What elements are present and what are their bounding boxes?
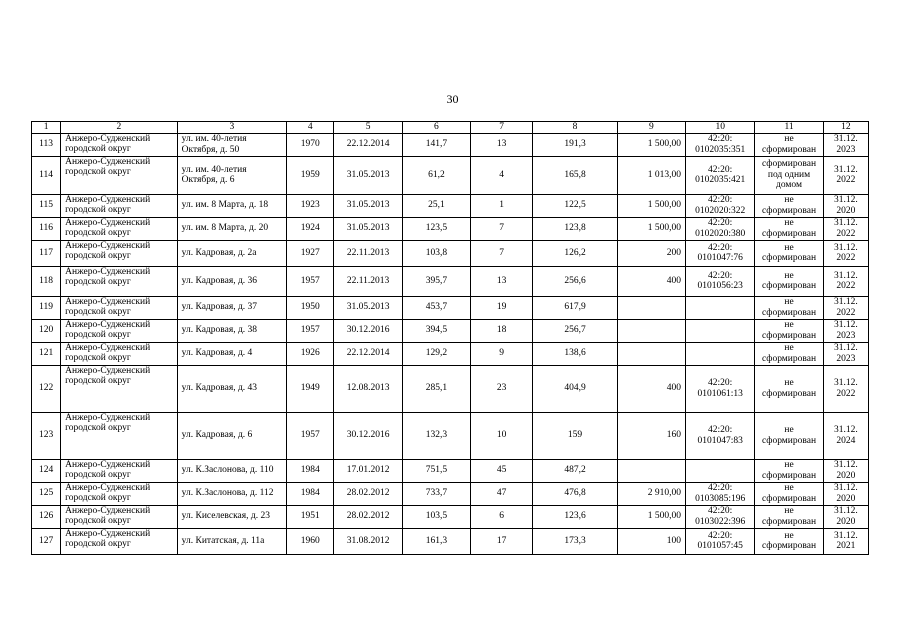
area-cell: 25,1 bbox=[402, 194, 470, 217]
municipality-cell: Анжеро-Судженский городской округ bbox=[61, 528, 178, 554]
column-header: 8 bbox=[533, 122, 617, 134]
year-cell: 1984 bbox=[287, 482, 334, 505]
value-cell: 191,3 bbox=[533, 133, 617, 156]
cadastre-cell bbox=[686, 296, 755, 319]
table-row bbox=[32, 133, 869, 156]
address-cell: ул. Кадровая, д. 37 bbox=[177, 296, 287, 319]
count-cell: 13 bbox=[471, 266, 533, 296]
column-header: 2 bbox=[61, 122, 178, 134]
year-cell: 1960 bbox=[287, 528, 334, 554]
value-cell: 173,3 bbox=[533, 528, 617, 554]
year-cell: 1927 bbox=[287, 240, 334, 266]
status-cell: не сформирован bbox=[755, 319, 823, 342]
value-cell: 617,9 bbox=[533, 296, 617, 319]
area-cell: 132,3 bbox=[402, 412, 470, 459]
cadastre-cell: 42:20: 0102020:322 bbox=[686, 194, 755, 217]
amount-cell: 1 500,00 bbox=[617, 505, 685, 528]
status-cell: не сформирован bbox=[755, 365, 823, 412]
count-cell: 7 bbox=[471, 240, 533, 266]
cadastre-cell: 42:20: 0102020:380 bbox=[686, 217, 755, 240]
municipality-cell: Анжеро-Судженский городской округ bbox=[61, 217, 178, 240]
date-cell: 31.05.2013 bbox=[334, 194, 402, 217]
deadline-cell: 31.12. 2020 bbox=[823, 194, 868, 217]
status-cell: не сформирован bbox=[755, 412, 823, 459]
year-cell: 1950 bbox=[287, 296, 334, 319]
status-cell: не сформирован bbox=[755, 194, 823, 217]
amount-cell bbox=[617, 319, 685, 342]
row-number: 126 bbox=[32, 505, 61, 528]
table-row bbox=[32, 217, 869, 240]
amount-cell bbox=[617, 296, 685, 319]
count-cell: 9 bbox=[471, 342, 533, 365]
deadline-cell: 31.12. 2020 bbox=[823, 459, 868, 482]
row-number: 114 bbox=[32, 156, 61, 194]
table-row bbox=[32, 342, 869, 365]
deadline-cell: 31.12. 2022 bbox=[823, 365, 868, 412]
table-row bbox=[32, 296, 869, 319]
area-cell: 103,5 bbox=[402, 505, 470, 528]
municipality-cell: Анжеро-Судженский городской округ bbox=[61, 365, 178, 412]
row-number: 116 bbox=[32, 217, 61, 240]
date-cell: 28.02.2012 bbox=[334, 505, 402, 528]
count-cell: 13 bbox=[471, 133, 533, 156]
status-cell: не сформирован bbox=[755, 482, 823, 505]
column-header: 11 bbox=[755, 122, 823, 134]
municipality-cell: Анжеро-Судженский городской округ bbox=[61, 266, 178, 296]
column-header: 3 bbox=[177, 122, 287, 134]
address-cell: ул. Китатская, д. 11а bbox=[177, 528, 287, 554]
cadastre-cell: 42:20: 0101057:45 bbox=[686, 528, 755, 554]
deadline-cell: 31.12. 2021 bbox=[823, 528, 868, 554]
cadastre-cell: 42:20: 0102035:421 bbox=[686, 156, 755, 194]
area-cell: 161,3 bbox=[402, 528, 470, 554]
date-cell: 31.05.2013 bbox=[334, 217, 402, 240]
date-cell: 31.08.2012 bbox=[334, 528, 402, 554]
count-cell: 4 bbox=[471, 156, 533, 194]
address-cell: ул. К.Заслонова, д. 112 bbox=[177, 482, 287, 505]
row-number: 124 bbox=[32, 459, 61, 482]
table-body bbox=[32, 133, 869, 554]
amount-cell: 100 bbox=[617, 528, 685, 554]
amount-cell: 160 bbox=[617, 412, 685, 459]
count-cell: 1 bbox=[471, 194, 533, 217]
cadastre-cell: 42:20: 0102035:351 bbox=[686, 133, 755, 156]
table-row bbox=[32, 505, 869, 528]
header-row bbox=[32, 122, 869, 134]
status-cell: не сформирован bbox=[755, 296, 823, 319]
row-number: 127 bbox=[32, 528, 61, 554]
amount-cell: 1 500,00 bbox=[617, 217, 685, 240]
amount-cell: 200 bbox=[617, 240, 685, 266]
table-row bbox=[32, 319, 869, 342]
date-cell: 12.08.2013 bbox=[334, 365, 402, 412]
date-cell: 31.05.2013 bbox=[334, 156, 402, 194]
area-cell: 394,5 bbox=[402, 319, 470, 342]
cadastre-cell bbox=[686, 459, 755, 482]
value-cell: 159 bbox=[533, 412, 617, 459]
table-row bbox=[32, 240, 869, 266]
cadastre-cell bbox=[686, 342, 755, 365]
table-row bbox=[32, 528, 869, 554]
table-header bbox=[32, 122, 869, 134]
year-cell: 1926 bbox=[287, 342, 334, 365]
cadastre-cell: 42:20: 0103022:396 bbox=[686, 505, 755, 528]
cadastre-cell: 42:20: 0103085:196 bbox=[686, 482, 755, 505]
area-cell: 733,7 bbox=[402, 482, 470, 505]
year-cell: 1924 bbox=[287, 217, 334, 240]
municipality-cell: Анжеро-Судженский городской округ bbox=[61, 194, 178, 217]
date-cell: 31.05.2013 bbox=[334, 296, 402, 319]
column-header: 9 bbox=[617, 122, 685, 134]
address-cell: ул. Кадровая, д. 2а bbox=[177, 240, 287, 266]
column-header: 1 bbox=[32, 122, 61, 134]
year-cell: 1951 bbox=[287, 505, 334, 528]
amount-cell: 400 bbox=[617, 365, 685, 412]
address-cell: ул. им. 8 Марта, д. 20 bbox=[177, 217, 287, 240]
municipality-cell: Анжеро-Судженский городской округ bbox=[61, 296, 178, 319]
count-cell: 6 bbox=[471, 505, 533, 528]
address-cell: ул. Кадровая, д. 38 bbox=[177, 319, 287, 342]
amount-cell bbox=[617, 459, 685, 482]
row-number: 113 bbox=[32, 133, 61, 156]
area-cell: 61,2 bbox=[402, 156, 470, 194]
municipality-cell: Анжеро-Судженский городской округ bbox=[61, 240, 178, 266]
status-cell: не сформирован bbox=[755, 240, 823, 266]
count-cell: 45 bbox=[471, 459, 533, 482]
amount-cell: 1 500,00 bbox=[617, 133, 685, 156]
row-number: 122 bbox=[32, 365, 61, 412]
area-cell: 395,7 bbox=[402, 266, 470, 296]
column-header: 5 bbox=[334, 122, 402, 134]
deadline-cell: 31.12. 2022 bbox=[823, 240, 868, 266]
address-cell: ул. им. 8 Марта, д. 18 bbox=[177, 194, 287, 217]
cadastre-cell: 42:20: 0101056:23 bbox=[686, 266, 755, 296]
value-cell: 476,8 bbox=[533, 482, 617, 505]
cadastre-cell: 42:20: 0101047:76 bbox=[686, 240, 755, 266]
column-header: 12 bbox=[823, 122, 868, 134]
value-cell: 122,5 bbox=[533, 194, 617, 217]
municipality-cell: Анжеро-Судженский городской округ bbox=[61, 133, 178, 156]
amount-cell: 1 013,00 bbox=[617, 156, 685, 194]
value-cell: 138,6 bbox=[533, 342, 617, 365]
column-header: 6 bbox=[402, 122, 470, 134]
row-number: 123 bbox=[32, 412, 61, 459]
status-cell: не сформирован bbox=[755, 217, 823, 240]
housing-table bbox=[31, 121, 869, 555]
status-cell: не сформирован bbox=[755, 266, 823, 296]
column-header: 10 bbox=[686, 122, 755, 134]
area-cell: 129,2 bbox=[402, 342, 470, 365]
value-cell: 165,8 bbox=[533, 156, 617, 194]
value-cell: 123,6 bbox=[533, 505, 617, 528]
status-cell: не сформирован bbox=[755, 528, 823, 554]
deadline-cell: 31.12. 2023 bbox=[823, 342, 868, 365]
address-cell: ул. Кадровая, д. 4 bbox=[177, 342, 287, 365]
value-cell: 256,6 bbox=[533, 266, 617, 296]
column-header: 4 bbox=[287, 122, 334, 134]
date-cell: 22.12.2014 bbox=[334, 133, 402, 156]
year-cell: 1957 bbox=[287, 412, 334, 459]
address-cell: ул. К.Заслонова, д. 110 bbox=[177, 459, 287, 482]
year-cell: 1984 bbox=[287, 459, 334, 482]
deadline-cell: 31.12. 2020 bbox=[823, 505, 868, 528]
table-row bbox=[32, 412, 869, 459]
area-cell: 123,5 bbox=[402, 217, 470, 240]
count-cell: 17 bbox=[471, 528, 533, 554]
value-cell: 487,2 bbox=[533, 459, 617, 482]
amount-cell: 1 500,00 bbox=[617, 194, 685, 217]
row-number: 118 bbox=[32, 266, 61, 296]
amount-cell bbox=[617, 342, 685, 365]
address-cell: ул. Кадровая, д. 6 bbox=[177, 412, 287, 459]
table-row bbox=[32, 459, 869, 482]
year-cell: 1957 bbox=[287, 266, 334, 296]
cadastre-cell: 42:20: 0101061:13 bbox=[686, 365, 755, 412]
deadline-cell: 31.12. 2023 bbox=[823, 133, 868, 156]
date-cell: 30.12.2016 bbox=[334, 319, 402, 342]
deadline-cell: 31.12. 2023 bbox=[823, 319, 868, 342]
year-cell: 1923 bbox=[287, 194, 334, 217]
municipality-cell: Анжеро-Судженский городской округ bbox=[61, 505, 178, 528]
table-row bbox=[32, 156, 869, 194]
count-cell: 10 bbox=[471, 412, 533, 459]
row-number: 117 bbox=[32, 240, 61, 266]
year-cell: 1957 bbox=[287, 319, 334, 342]
status-cell: не сформирован bbox=[755, 342, 823, 365]
row-number: 120 bbox=[32, 319, 61, 342]
area-cell: 751,5 bbox=[402, 459, 470, 482]
area-cell: 285,1 bbox=[402, 365, 470, 412]
count-cell: 23 bbox=[471, 365, 533, 412]
date-cell: 22.12.2014 bbox=[334, 342, 402, 365]
status-cell: не сформирован bbox=[755, 133, 823, 156]
deadline-cell: 31.12. 2022 bbox=[823, 266, 868, 296]
amount-cell: 2 910,00 bbox=[617, 482, 685, 505]
municipality-cell: Анжеро-Судженский городской округ bbox=[61, 156, 178, 194]
deadline-cell: 31.12. 2024 bbox=[823, 412, 868, 459]
address-cell: ул. им. 40-летия Октября, д. 6 bbox=[177, 156, 287, 194]
value-cell: 256,7 bbox=[533, 319, 617, 342]
year-cell: 1959 bbox=[287, 156, 334, 194]
table-row bbox=[32, 482, 869, 505]
date-cell: 22.11.2013 bbox=[334, 266, 402, 296]
deadline-cell: 31.12. 2022 bbox=[823, 156, 868, 194]
municipality-cell: Анжеро-Судженский городской округ bbox=[61, 482, 178, 505]
row-number: 121 bbox=[32, 342, 61, 365]
value-cell: 123,8 bbox=[533, 217, 617, 240]
area-cell: 103,8 bbox=[402, 240, 470, 266]
table-row bbox=[32, 194, 869, 217]
count-cell: 47 bbox=[471, 482, 533, 505]
address-cell: ул. им. 40-летия Октября, д. 50 bbox=[177, 133, 287, 156]
address-cell: ул. Киселевская, д. 23 bbox=[177, 505, 287, 528]
column-header: 7 bbox=[471, 122, 533, 134]
status-cell: не сформирован bbox=[755, 505, 823, 528]
row-number: 115 bbox=[32, 194, 61, 217]
cadastre-cell bbox=[686, 319, 755, 342]
count-cell: 7 bbox=[471, 217, 533, 240]
year-cell: 1970 bbox=[287, 133, 334, 156]
municipality-cell: Анжеро-Судженский городской округ bbox=[61, 412, 178, 459]
deadline-cell: 31.12. 2022 bbox=[823, 217, 868, 240]
status-cell: не сформирован bbox=[755, 459, 823, 482]
deadline-cell: 31.12. 2020 bbox=[823, 482, 868, 505]
amount-cell: 400 bbox=[617, 266, 685, 296]
municipality-cell: Анжеро-Судженский городской округ bbox=[61, 342, 178, 365]
row-number: 125 bbox=[32, 482, 61, 505]
row-number: 119 bbox=[32, 296, 61, 319]
year-cell: 1949 bbox=[287, 365, 334, 412]
page-number: 30 bbox=[446, 92, 459, 106]
municipality-cell: Анжеро-Судженский городской округ bbox=[61, 319, 178, 342]
value-cell: 126,2 bbox=[533, 240, 617, 266]
count-cell: 18 bbox=[471, 319, 533, 342]
area-cell: 453,7 bbox=[402, 296, 470, 319]
area-cell: 141,7 bbox=[402, 133, 470, 156]
address-cell: ул. Кадровая, д. 43 bbox=[177, 365, 287, 412]
date-cell: 28.02.2012 bbox=[334, 482, 402, 505]
date-cell: 17.01.2012 bbox=[334, 459, 402, 482]
table-row bbox=[32, 365, 869, 412]
address-cell: ул. Кадровая, д. 36 bbox=[177, 266, 287, 296]
date-cell: 22.11.2013 bbox=[334, 240, 402, 266]
deadline-cell: 31.12. 2022 bbox=[823, 296, 868, 319]
table-row bbox=[32, 266, 869, 296]
municipality-cell: Анжеро-Судженский городской округ bbox=[61, 459, 178, 482]
count-cell: 19 bbox=[471, 296, 533, 319]
date-cell: 30.12.2016 bbox=[334, 412, 402, 459]
value-cell: 404,9 bbox=[533, 365, 617, 412]
cadastre-cell: 42:20: 0101047:83 bbox=[686, 412, 755, 459]
status-cell: сформирован под одним домом bbox=[755, 156, 823, 194]
